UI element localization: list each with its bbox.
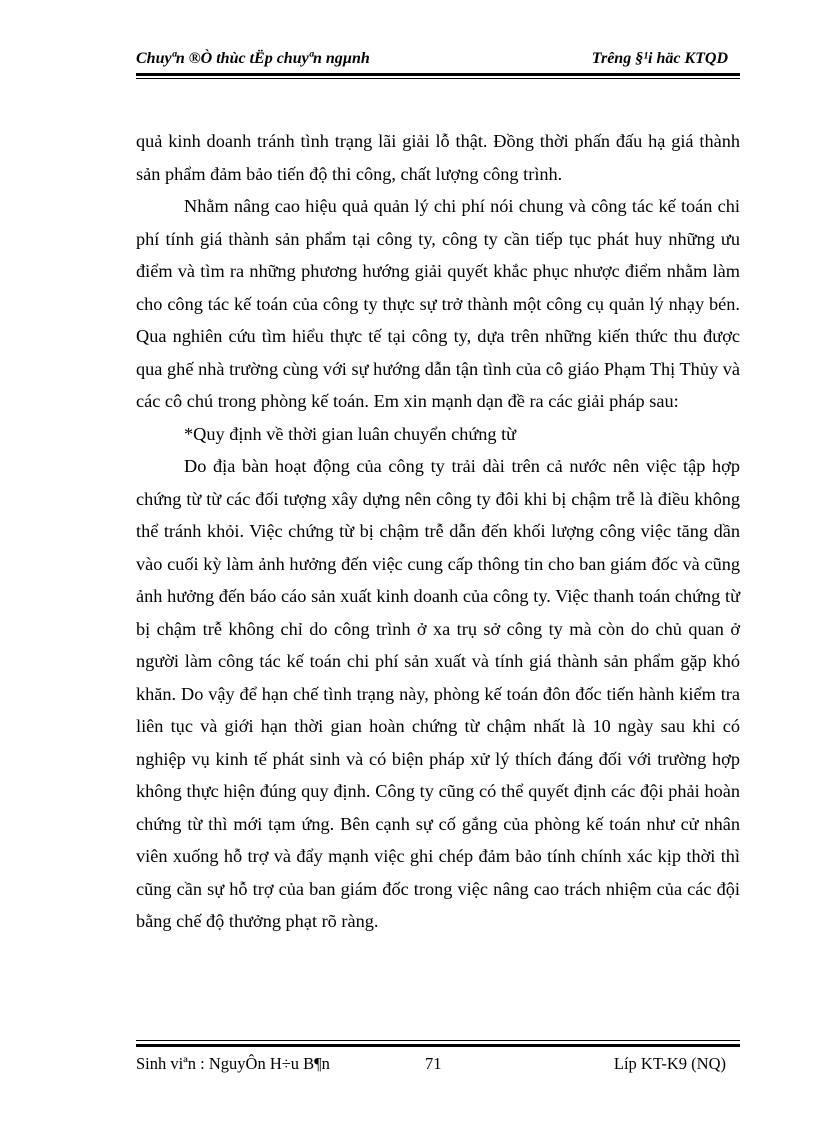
header-rule-thick: [136, 73, 740, 76]
body-text: [136, 125, 740, 938]
paragraph-continuation: quả kinh doanh tránh tình trạng lãi giải lỗ thật. Đồng thời phấn đấu hạ giá thành sản phẩm đảm bảo tiến độ thi công, chất lượng công trình.: [136, 131, 740, 184]
header-institution: Trêng §¹i häc KTQD: [591, 50, 728, 67]
paragraph-intro: Nhằm nâng cao hiệu quả quản lý chi phí nói chung và công tác kế toán chi phí tính giá thành sản phẩm tại công ty, công ty cần tiếp tục phát huy những ưu điểm và tìm ra những phương hướng giải quyết khắc phục nhược điểm nhằm làm cho công tác kế toán của công ty thực sự trở thành một công cụ quản lý nhạy bén. Qua nghiên cứu tìm hiểu thực tế tại công ty, dựa trên những kiến thức thu được qua ghế nhà trường cùng với sự hướng dẫn tận tình của cô giáo Phạm Thị Thủy và các cô chú trong phòng kế toán. Em xin mạnh dạn đề ra các giải pháp sau:: [136, 196, 740, 411]
page-footer: [136, 1054, 740, 1078]
footer-class: Líp KT-K9 (NQ): [613, 1054, 726, 1073]
footer-rule-thick: [136, 1044, 740, 1047]
paragraph-main: Do địa bàn hoạt động của công ty trải dài trên cả nước nên việc tập hợp chứng từ từ các đối tượng xây dựng nên công ty đôi khi bị chậm trễ là điều không thể tránh khỏi. Việc chứng từ bị chậm trễ dẫn đến khối lượng công việc tăng dần vào cuối kỳ làm ảnh hưởng đến việc cung cấp thông tin cho ban giám đốc và cũng ảnh hưởng đến báo cáo sản xuất kinh doanh của công ty. Việc thanh toán chứng từ bị chậm trễ không chỉ do công trình ở xa trụ sở công ty mà còn do chủ quan ở người làm công tác kế toán chi phí sản xuất và tính giá thành sản phẩm gặp khó khăn. Do vậy để hạn chế tình trạng này, phòng kế toán đôn đốc tiến hành kiểm tra liên tục và giới hạn thời gian hoàn chứng từ chậm nhất là 10 ngày sau khi có nghiệp vụ kinh tế phát sinh và có biện pháp xử lý thích đáng đối với trường hợp không thực hiện đúng quy định. Công ty cũng có thể quyết định các đội phải hoàn chứng từ thì mới tạm ứng. Bên cạnh sự cố gắng của phòng kế toán như cử nhân viên xuống hỗ trợ và đẩy mạnh việc ghi chép đảm bảo tính chính xác kịp thời thì cũng cần sự hỗ trợ của ban giám đốc trong việc nâng cao trách nhiệm của các đội bằng chế độ thưởng phạt rõ ràng.: [136, 456, 740, 931]
header-rule-thin: [136, 78, 740, 79]
footer-rule-thin: [136, 1040, 740, 1041]
section-heading: *Quy định về thời gian luân chuyển chứng từ: [184, 423, 517, 444]
footer-student: Sinh viªn : NguyÔn H÷u B¶n: [136, 1054, 330, 1073]
page-number: 71: [425, 1054, 442, 1073]
header-title: Chuyªn ®Ò thùc tËp chuyªn ngµnh: [136, 50, 370, 67]
page-header: [136, 48, 740, 72]
